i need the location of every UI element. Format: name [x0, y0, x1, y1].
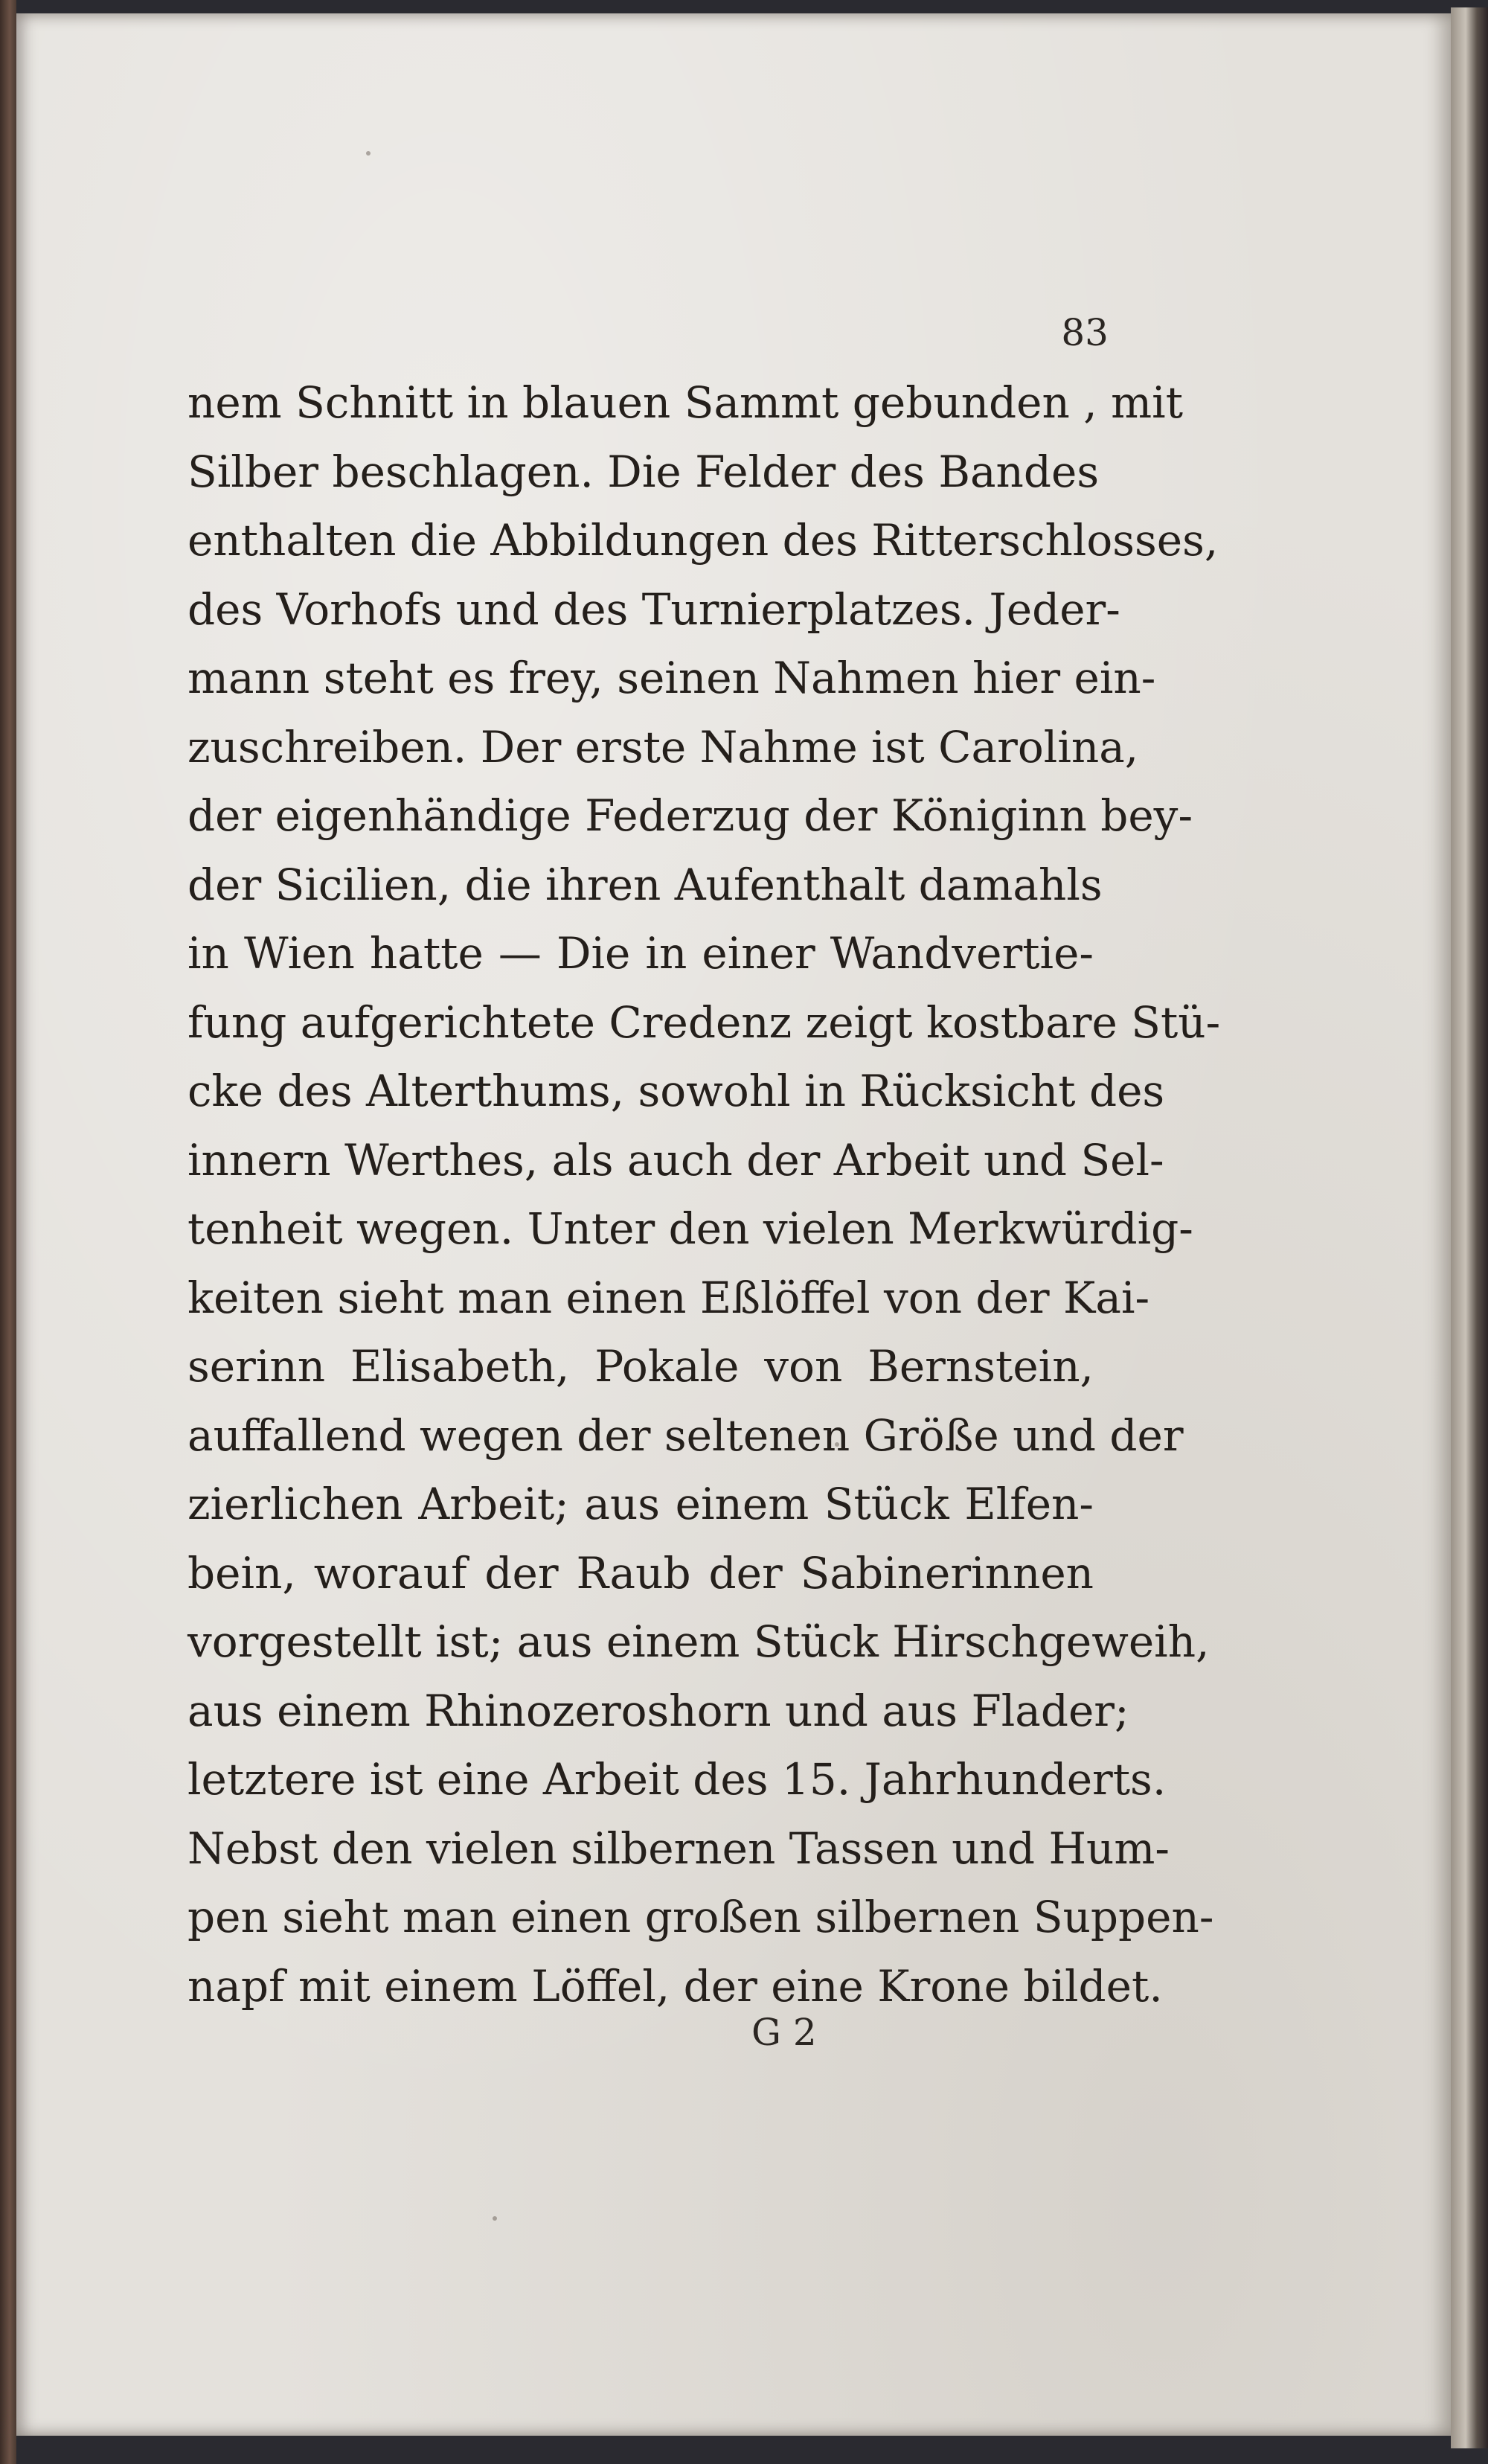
text-line: der Sicilien, die ihren Aufenthalt damahls	[187, 859, 1103, 910]
text-line: keiten sieht man einen Eßlöffel von der Kai-	[187, 1272, 1150, 1323]
paper-speck	[493, 2216, 497, 2221]
text-line: vorgestellt ist; aus einem Stück Hirschgeweih,	[187, 1616, 1210, 1667]
signature-mark: G 2	[751, 2011, 817, 2054]
page-stack-edge	[1451, 7, 1488, 2448]
text-line: bein, worauf der Raub der Sabinerinnen	[187, 1547, 1094, 1599]
text-line: cke des Alterthums, sowohl in Rücksicht des	[187, 1066, 1165, 1116]
text-line: napf mit einem Löffel, der eine Krone bildet.	[187, 1960, 1163, 2012]
text-line: zuschreiben. Der erste Nahme ist Carolina,	[187, 721, 1139, 772]
body-text	[187, 368, 1221, 2020]
text-line: Nebst den vielen silbernen Tassen und Hum-	[187, 1823, 1170, 1874]
page-number: 83	[1061, 311, 1109, 354]
book-binding-edge	[0, 0, 16, 2464]
text-line: serinn Elisabeth, Pokale von Bernstein,	[187, 1341, 1094, 1392]
text-line: in Wien hatte — Die in einer Wandvertie-	[187, 928, 1094, 979]
text-line: zierlichen Arbeit; aus einem Stück Elfen-	[187, 1479, 1094, 1529]
text-line: nem Schnitt in blauen Sammt gebunden , mit	[187, 377, 1184, 428]
text-line: mann steht es frey, seinen Nahmen hier ein-	[187, 653, 1156, 703]
text-line: auffallend wegen der seltenen Größe und der	[187, 1409, 1184, 1461]
text-line: Silber beschlagen. Die Felder des Bandes	[187, 446, 1100, 497]
text-line: tenheit wegen. Unter den vielen Merkwürdig-	[187, 1203, 1193, 1254]
text-line: fung aufgerichtete Credenz zeigt kostbare Stü-	[187, 996, 1221, 1048]
text-line: des Vorhofs und des Turnierplatzes. Jeder-	[187, 583, 1120, 635]
text-line: der eigenhändige Federzug der Königinn bey-	[187, 790, 1193, 841]
text-line: enthalten die Abbildungen des Ritterschlosses,	[187, 515, 1219, 566]
text-line: aus einem Rhinozeroshorn und aus Flader;	[187, 1685, 1129, 1736]
text-line: pen sieht man einen großen silbernen Suppen-	[187, 1892, 1214, 1942]
paper-speck	[366, 151, 371, 156]
text-line: innern Werthes, als auch der Arbeit und Sel-	[187, 1134, 1164, 1185]
text-line: letztere ist eine Arbeit des 15. Jahrhunderts.	[187, 1754, 1167, 1805]
